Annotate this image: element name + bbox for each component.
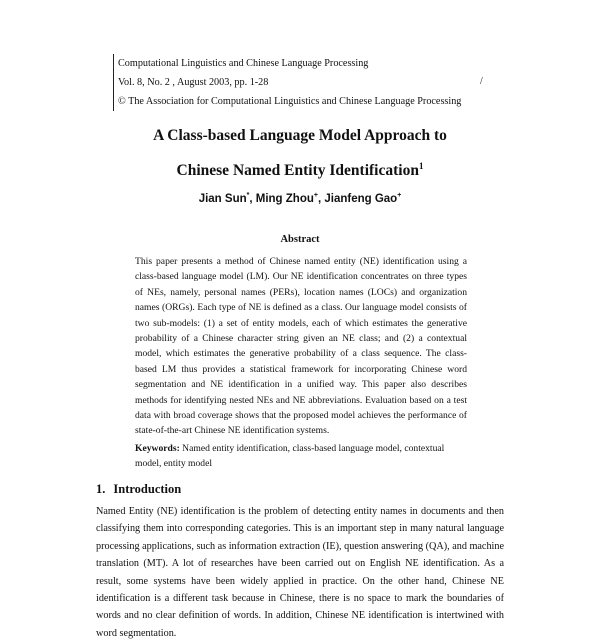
title-line-2-text: Chinese Named Entity Identification	[176, 162, 419, 180]
paper-title	[0, 121, 600, 186]
title-line-2	[0, 151, 600, 186]
section-heading	[96, 482, 189, 497]
journal-name: Computational Linguistics and Chinese Language Processing	[118, 58, 369, 69]
keywords-text: Named entity identification, class-based language model, contextual model, entity model	[135, 443, 445, 470]
abstract-text: This paper presents a method of Chinese named entity (NE) identification using a class-based language model (LM). Our NE identification concentrates on three types of NEs, namely, personal names (PERs), location names (LOCs) and organization names (ORGs). Each type of NE is defined as a class. Our language model consists of two sub-models: (1) a set of entity models, each of which estimates the generative probability of a Chinese character string given an NE class; and (2) a contextual model, which estimates the generative probability of a class sequence. The class-based LM thus provides a statistical framework for incorporating Chinese word segmentation and NE identification in a unified way. This paper also describes methods for identifying nested NEs and NE abbreviations. Evaluation based on a test data with broad coverage shows that the proposed model achieves the performance of state-of-the-art Chinese NE identification systems.	[135, 256, 467, 437]
author-separator: ,	[317, 192, 325, 205]
keywords-label: Keywords:	[135, 443, 180, 454]
journal-volume: Vol. 8, No. 2 , August 2003, pp. 1-28	[118, 77, 269, 88]
author-mark: +	[397, 192, 402, 199]
author-mark: *	[246, 192, 250, 199]
section-number: 1.	[96, 482, 106, 496]
author-name: Jian Sun	[198, 192, 247, 205]
title-line-1: A Class-based Language Model Approach to	[153, 127, 447, 144]
title-footnote-mark: 1	[418, 161, 424, 171]
header-mark: /	[480, 76, 483, 87]
keywords	[135, 441, 467, 472]
author-separator: ,	[249, 192, 256, 205]
author-list	[0, 192, 600, 205]
section-title: Introduction	[113, 482, 182, 496]
journal-copyright: © The Association for Computational Linguistics and Chinese Language Processing	[118, 96, 462, 107]
abstract-heading: Abstract	[280, 234, 320, 245]
author-mark: +	[313, 192, 318, 199]
journal-header	[113, 54, 498, 111]
author-name: Jianfeng Gao	[324, 192, 398, 205]
author-name: Ming Zhou	[255, 192, 314, 205]
introduction-text: Named Entity (NE) identification is the problem of detecting entity names in documents and then classifying them into corresponding categories. This is an important step in many natural language processing applications, such as information extraction (IE), question answering (QA), and machine translation (MT). A lot of researches have been carried out on English NE identification. As a result, some systems have been widely applied in practice. On the other hand, Chinese NE identification is a different task because in Chinese, there is no space to mark the boundaries of words and no clear definition of words. In addition, Chinese NE identification is intertwined with word segmentation.	[96, 506, 504, 639]
